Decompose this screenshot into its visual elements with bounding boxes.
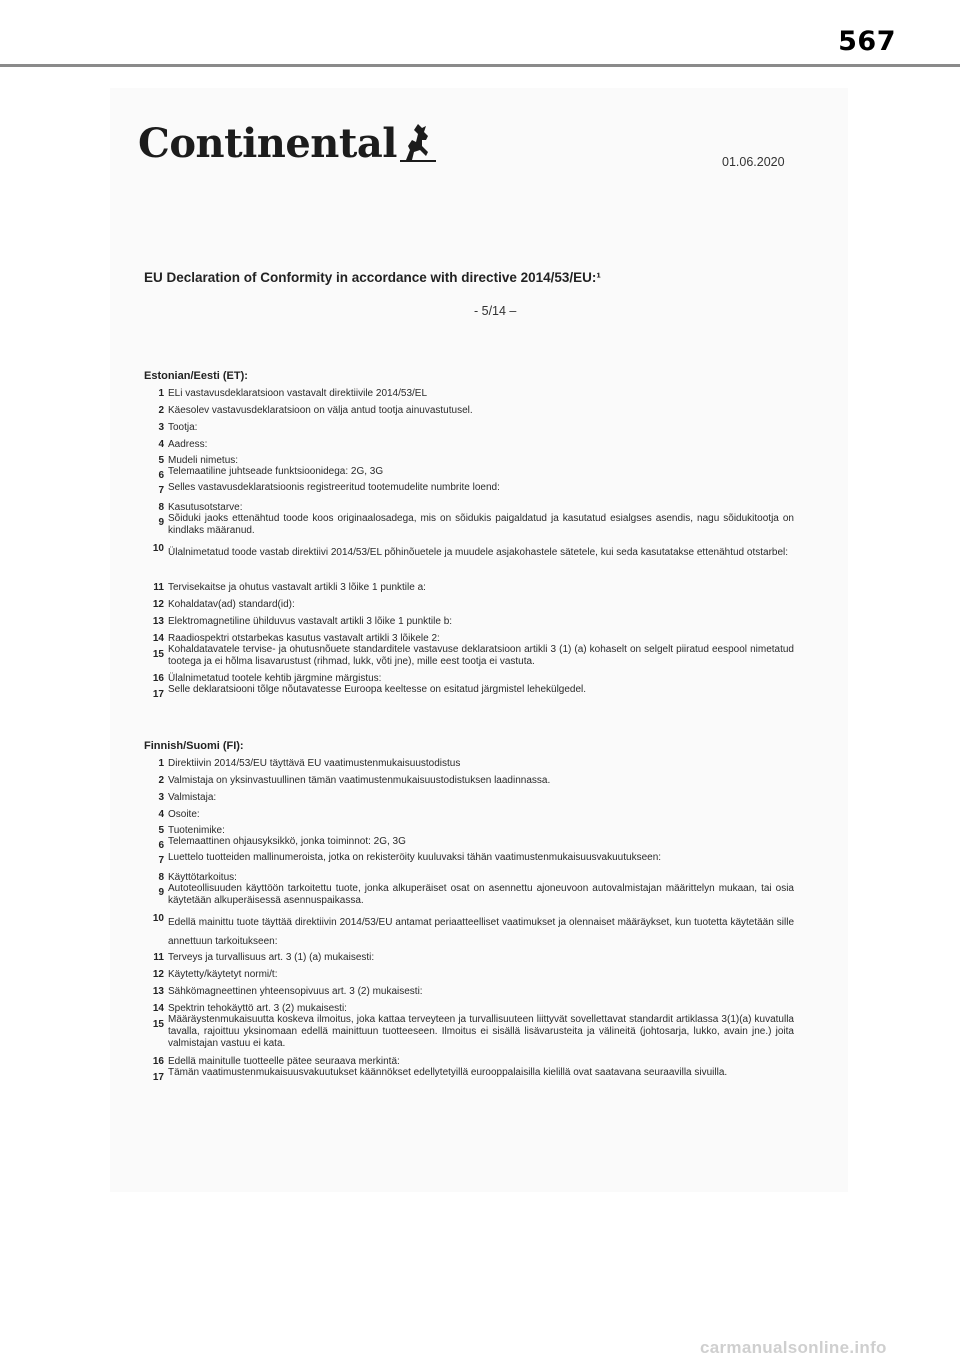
list-item [144, 543, 794, 582]
item-text: Edellä mainittu tuote täyttää direktiivin 2014/53/EU antamat periaatteelliset vaatimukset ja olennaiset määräykset, kun tuotetta käytetään sille annettuun tarkoitukseen: [168, 917, 794, 947]
list-item [144, 513, 794, 543]
page-number: 567 [838, 26, 896, 57]
item-number: 12 [152, 969, 164, 980]
item-number: 9 [158, 517, 164, 528]
item-text: Elektromagnetiline ühilduvus vastavalt artikli 3 lõike 1 punktile b: [168, 616, 453, 627]
item-number: 12 [152, 599, 164, 610]
section-estonian [144, 370, 794, 698]
item-text: Kohaldatav(ad) standard(id): [168, 599, 295, 610]
list-item [144, 852, 794, 872]
list-item [144, 986, 794, 1003]
item-number: 16 [152, 673, 164, 684]
declaration-title: EU Declaration of Conformity in accordance with directive 2014/53/EU:¹ [144, 270, 601, 285]
item-number: 2 [158, 405, 164, 416]
list-item [144, 1056, 794, 1067]
item-number: 11 [153, 582, 164, 593]
list-item [144, 825, 794, 836]
item-number: 8 [158, 872, 164, 883]
item-text: Terveys ja turvallisuus art. 3 (1) (a) mukaisesti: [168, 952, 375, 963]
item-text: Ülalnimetatud toode vastab direktiivi 2014/53/EL põhinõuetele ja muudele asjakohastele sätetele, kui seda kasutatakse ettenähtud otstarbel: [168, 547, 789, 558]
item-number: 15 [152, 1019, 164, 1030]
item-number: 9 [158, 887, 164, 898]
list-item [144, 684, 794, 698]
item-text: Sähkömagneettinen yhteensopivuus art. 3 (2) mukaisesti: [168, 986, 423, 997]
list-item [144, 405, 794, 422]
item-number: 5 [158, 455, 164, 466]
item-number: 3 [158, 792, 164, 803]
item-text: Autoteollisuuden käyttöön tarkoitettu tuote, jonka alkuperäiset osat on asennettu ajoneuvoon autovalmistajan määrittelyn mukaan, tai osia käytetään alkuperäisessä asennuspaikassa. [168, 883, 794, 906]
list-item [144, 758, 794, 775]
list-item [144, 1003, 794, 1014]
item-number: 7 [158, 855, 164, 866]
item-text: Tuotenimike: [168, 825, 225, 836]
list-item [144, 599, 794, 616]
item-number: 16 [152, 1056, 164, 1067]
item-text: ELi vastavusdeklaratsioon vastavalt direktiivile 2014/53/EL [168, 388, 428, 399]
watermark-footer: carmanualsonline.info [700, 1338, 887, 1357]
list-item [144, 792, 794, 809]
item-number: 13 [152, 986, 164, 997]
item-text: Käesolev vastavusdeklaratsioon on välja antud tootja ainuvastutusel. [168, 405, 473, 416]
list-item [144, 952, 794, 969]
item-text: Luettelo tuotteiden mallinumeroista, jotka on rekisteröity kuuluvaksi tähän vaatimustenmukaisuusvakuutukseen: [168, 852, 662, 863]
item-text: Tervisekaitse ja ohutus vastavalt artikli 3 lõike 1 punktile a: [168, 582, 426, 593]
item-text: Edellä mainitulle tuotteelle pätee seuraava merkintä: [168, 1056, 400, 1067]
list-item [144, 836, 794, 852]
list-item [144, 439, 794, 455]
item-text: Tämän vaatimustenmukaisuusvakuutukset käännökset edellytetyillä eurooppalaisilla kielillä ovat saatavana seuraavilla sivuilla. [168, 1067, 728, 1078]
item-text: Spektrin tehokäyttö art. 3 (2) mukaisesti: [168, 1003, 347, 1014]
section-title: Estonian/Eesti (ET): [144, 370, 248, 382]
item-text: Kasutusotstarve: [168, 502, 243, 513]
list-item [144, 633, 794, 644]
item-text: Selles vastavusdeklaratsioonis registreeritud tootemudelite numbrite loend: [168, 482, 500, 493]
item-number: 15 [152, 649, 164, 660]
item-number: 17 [152, 689, 164, 700]
item-number: 14 [152, 633, 164, 644]
list-item [144, 502, 794, 513]
item-number: 6 [158, 840, 164, 851]
list-item [144, 872, 794, 883]
document-pager: - 5/14 – [474, 304, 517, 318]
item-number: 10 [152, 543, 164, 554]
item-text: Telemaatiline juhtseade funktsioonidega: 2G, 3G [168, 466, 384, 477]
item-text: Tootja: [168, 422, 198, 433]
list-item [144, 969, 794, 986]
item-number: 5 [158, 825, 164, 836]
item-number: 6 [158, 470, 164, 481]
list-item [144, 422, 794, 439]
list-item [144, 809, 794, 825]
list-item [144, 466, 794, 482]
item-number: 3 [158, 422, 164, 433]
item-number: 10 [152, 913, 164, 924]
list-item [144, 644, 794, 673]
item-number: 17 [152, 1072, 164, 1083]
item-number: 1 [158, 388, 164, 399]
item-text: Käytetty/käytetyt normi/t: [168, 969, 278, 980]
item-number: 7 [158, 485, 164, 496]
item-text: Sõiduki jaoks ettenähtud toode koos originaalosadega, mis on sõidukis paigaldatud ja kasutatud esialgses asendis, nagu sõidukitootja on kindlaks määranud. [168, 513, 794, 536]
item-number: 8 [158, 502, 164, 513]
item-text: Direktiivin 2014/53/EU täyttävä EU vaatimustenmukaisuustodistus [168, 758, 461, 769]
list-item [144, 582, 794, 599]
item-text: Kohaldatavatele tervise- ja ohutusnõuete standarditele vastavuse deklaratsioon artikli 3 (1) (a) kohaselt on selgelt piiratud eespool nimetatud tootega ja ei hõlma lisavarustust (rihmad, lukk, võti jne), mille eest tootja ei vastuta. [168, 644, 794, 667]
document-date: 01.06.2020 [722, 155, 785, 169]
list-item [144, 455, 794, 466]
item-number: 4 [158, 809, 164, 820]
list-item [144, 1014, 794, 1056]
list-item [144, 913, 794, 952]
top-rule [0, 64, 960, 67]
item-text: Käyttötarkoitus: [168, 872, 237, 883]
section-finnish [144, 740, 794, 1093]
list-item [144, 673, 794, 684]
item-text: Mudeli nimetus: [168, 455, 239, 466]
item-text: Valmistaja on yksinvastuullinen tämän vaatimustenmukaisuustodistuksen laadinnassa. [168, 775, 551, 786]
continental-logo [138, 120, 436, 167]
item-number: 1 [158, 758, 164, 769]
list-item [144, 482, 794, 502]
item-text: Ülalnimetatud tootele kehtib järgmine märgistus: [168, 673, 382, 684]
item-text: Raadiospektri otstarbekas kasutus vastavalt artikli 3 lõikele 2: [168, 633, 440, 644]
item-text: Määräystenmukaisuutta koskeva ilmoitus, joka kattaa terveyteen ja turvallisuuteen liittyvät sovellettavat standardit artiklassa 3(1)(a) kuvatulla tavalla, rajoittuu yksinomaan edellä mainittuun tuotteeseen. Ilmoitus ei sisällä lisävarusteita ja välineitä (johtosarja, lukko, avain jne.) joita valmistajan vastuu ei kata. [168, 1014, 794, 1049]
item-text: Aadress: [168, 439, 208, 450]
item-number: 13 [152, 616, 164, 627]
item-text: Telemaattinen ohjausyksikkö, jonka toiminnot: 2G, 3G [168, 836, 406, 847]
logo-wordmark: Continental [138, 120, 397, 167]
list-item [144, 388, 794, 405]
item-text: Valmistaja: [168, 792, 217, 803]
list-item [144, 616, 794, 633]
list-item [144, 883, 794, 913]
item-text: Selle deklaratsiooni tõlge nõutavatesse Euroopa keeltesse on esitatud järgmistel lehekülgedel. [168, 684, 587, 695]
list-item [144, 1067, 794, 1093]
item-number: 4 [158, 439, 164, 450]
list-item [144, 775, 794, 792]
item-number: 11 [153, 952, 164, 963]
item-number: 14 [152, 1003, 164, 1014]
item-text: Osoite: [168, 809, 200, 820]
section-title: Finnish/Suomi (FI): [144, 740, 244, 752]
horse-icon [400, 122, 436, 162]
item-number: 2 [158, 775, 164, 786]
